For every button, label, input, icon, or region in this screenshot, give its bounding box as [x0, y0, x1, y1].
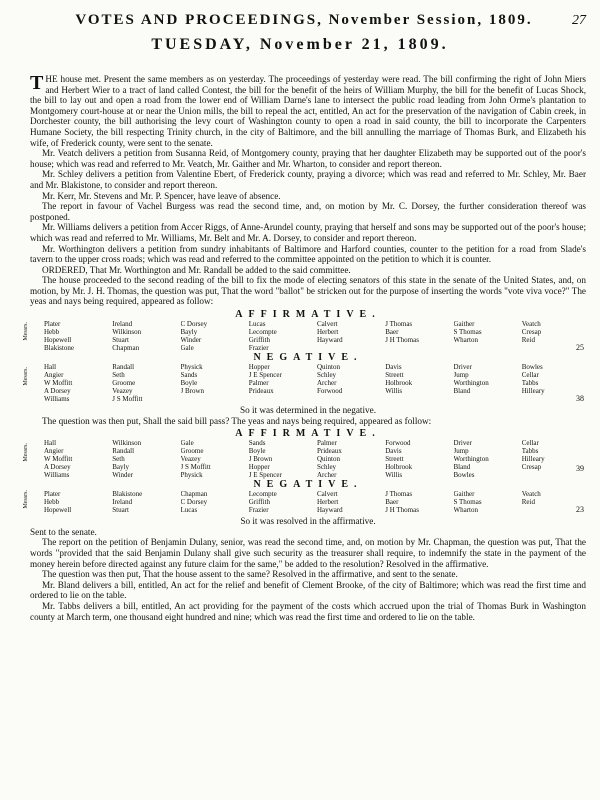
member-name: Quinton	[317, 363, 340, 372]
member-name: Veazey	[180, 455, 201, 464]
member-name: J Thomas	[385, 320, 413, 329]
member-name: Wharton	[453, 336, 478, 345]
paragraph: The report in favour of Vachel Burgess was read the second time, and, on motion by Mr. C. Dorsey, the further consideration thereof was postponed.	[30, 201, 586, 222]
name-column	[112, 320, 176, 352]
member-name: Stuart	[112, 506, 129, 515]
vote-table-2	[23, 428, 586, 515]
vote-result: So it was determined in the negative.	[240, 405, 376, 416]
member-name: Hilleary	[521, 455, 545, 464]
member-name: Bland	[453, 387, 471, 396]
member-name: Hall	[44, 439, 57, 448]
name-column	[181, 490, 245, 514]
member-name: Holbrook	[385, 379, 413, 388]
member-name: Williams	[44, 471, 70, 480]
member-name: Calvert	[317, 490, 338, 499]
member-name: Reid	[521, 498, 535, 507]
member-name: Palmer	[317, 439, 337, 448]
member-name: Schley	[317, 371, 337, 380]
name-column	[317, 363, 381, 403]
member-name: Palmer	[248, 379, 269, 388]
member-name: Boyle	[180, 379, 198, 388]
member-name: Veazey	[112, 387, 133, 396]
member-name: J Brown	[180, 387, 205, 396]
member-name: Seth	[112, 455, 125, 464]
member-name: A Dorsey	[44, 463, 71, 472]
member-name: Wilkinson	[112, 439, 142, 448]
member-name: Calvert	[317, 320, 338, 329]
member-name: Streett	[385, 371, 404, 380]
member-name: Prideaux	[317, 447, 342, 456]
name-column	[112, 363, 176, 403]
paragraph: Mr. Worthington delivers a petition from sundry inhabitants of Baltimore and Harford counties, counter to the petition for a road from Slade's tavern to the upper cross roads; which was read and referred to the committee appointed on the petition to which it is counter.	[30, 243, 586, 265]
vote1-affirmative-names	[44, 320, 586, 352]
member-name: Bland	[453, 463, 471, 472]
member-name: Driver	[453, 439, 472, 448]
member-name: Sands	[248, 439, 266, 448]
member-name: Archer	[317, 379, 337, 388]
member-name: W Moffitt	[44, 379, 73, 388]
name-column	[44, 363, 108, 403]
name-column	[385, 490, 449, 514]
day-heading: TUESDAY, November 21, 1809.	[151, 36, 449, 53]
paragraph-opening: THE house met. Present the same members as on yesterday. The proceedings of yesterday were read. The bill confirming the right of John Miers and Herbert Wier to a tract of land called Contest, the bill for the benefit of the heirs of William Murphy, the bill for the benefit of Lucas Shock, the bill to lay out and open a road from the lower end of William Darne's lane to intersect the public road leading from John Orme's plantation to Montgomery court-house at or near the Union mills, the bill to repeal the act, entitled, An act for the preservation of the navigation of Cabin creek, in Dorchester county, the bill authorising the levy court of Washington county to open a road in said county, the bill to incorporate the Carpenters Humane Society, the bill respecting Trinity church, in the city of Baltimore, and the bill annulling the marriage of Thomas Burk, and Elizabeth his wife, of Frederick county, were sent to the senate.	[30, 72, 586, 148]
paragraph: The question was then put, That the house assent to the same? Resolved in the affirmative, and sent to the senate.	[42, 569, 458, 580]
member-name: Tabbs	[521, 379, 539, 388]
name-column	[317, 490, 381, 514]
member-name: Griffith	[248, 336, 271, 345]
affirmative-heading: AFFIRMATIVE.	[235, 309, 381, 321]
member-name: Plater	[44, 490, 61, 499]
member-name: S Thomas	[453, 498, 482, 507]
member-name: Cresap	[521, 328, 542, 337]
affirmative-heading: AFFIRMATIVE.	[235, 428, 381, 440]
member-name: Herbert	[317, 328, 339, 337]
member-name: Hilleary	[521, 387, 545, 396]
paragraph: Mr. Williams delivers a petition from Accer Riggs, of Anne-Arundel county, praying that herself and sons may be supported out of the poor's house; which was read and referred to Mr. Williams, Mr. Belt and Mr. A. Dorsey, to consider and report thereon.	[30, 222, 587, 243]
name-column	[317, 320, 381, 352]
vote-result: So it was resolved in the affirmative.	[240, 516, 376, 527]
member-name: Groome	[180, 447, 204, 456]
member-name: Holbrook	[385, 463, 413, 472]
name-column	[454, 490, 518, 514]
member-name: J S Moffitt	[180, 463, 211, 472]
member-name: Hall	[44, 363, 57, 372]
member-name: A Dorsey	[44, 387, 71, 396]
messrs-label: Messrs.	[23, 367, 29, 386]
member-name: Archer	[317, 471, 337, 480]
name-column	[44, 320, 108, 352]
member-name: Driver	[453, 363, 472, 372]
member-name: Cellar	[521, 371, 539, 380]
negative-heading: NEGATIVE.	[253, 352, 363, 364]
member-name: Lucas	[180, 506, 198, 515]
member-name: Winder	[180, 336, 202, 345]
member-name: Hayward	[317, 336, 343, 345]
member-name: S Thomas	[453, 328, 482, 337]
messrs-label: Messrs.	[23, 322, 29, 341]
member-name: Winder	[112, 471, 133, 480]
member-name: Plater	[44, 320, 61, 329]
member-name: Davis	[385, 447, 402, 456]
member-name: Cellar	[521, 439, 539, 448]
name-column	[249, 320, 313, 352]
vote2-negative-names	[44, 490, 586, 514]
paragraph: Sent to the senate.	[30, 526, 97, 537]
member-name: Prideaux	[248, 387, 274, 396]
paragraph: Mr. Veatch delivers a petition from Susanna Reid, of Montgomery county, praying that her daughter Elizabeth may be supported out of the poor's house; which was read and referred to Mr. Veatch, Mr. Gaither and Mr. Wharton, to consider and report thereon.	[30, 148, 586, 169]
member-name: Frazier	[248, 506, 269, 515]
member-name: Physick	[180, 471, 203, 480]
paragraph: ORDERED, That Mr. Worthington and Mr. Randall be added to the said committee.	[42, 264, 351, 275]
messrs-label: Messrs.	[23, 443, 29, 462]
member-name: Forwood	[385, 439, 411, 448]
member-name: Willis	[385, 471, 403, 480]
member-name: Worthington	[453, 379, 489, 388]
member-name: Blakistone	[44, 344, 74, 353]
member-name: Hayward	[317, 506, 343, 515]
drop-cap: T	[30, 72, 44, 94]
member-name: Schley	[317, 463, 337, 472]
name-column	[112, 439, 176, 479]
name-column	[454, 439, 518, 479]
name-column	[181, 320, 245, 352]
member-name: Ireland	[112, 320, 133, 329]
member-name: Forwood	[317, 387, 343, 396]
member-name: Groome	[112, 379, 136, 388]
member-name: Hopewell	[44, 506, 72, 515]
member-name: Angier	[44, 447, 64, 456]
paragraph: The house proceeded to the second reading of the bill to fix the mode of electing senators of this state in the senate of the United States, and, on motion, by Mr. J. H. Thomas, the question was put, That the word "ballot" be stricken out for the purpose of inserting the words "vote viva voce?" The yeas and nays being required, appeared as follow:	[30, 275, 586, 307]
name-column	[249, 490, 313, 514]
member-name: Gaither	[453, 320, 475, 329]
member-name: Boyle	[248, 447, 266, 456]
member-name: Bayly	[180, 328, 198, 337]
name-column	[522, 439, 586, 479]
member-name: Frazier	[248, 344, 269, 353]
name-column	[385, 320, 449, 352]
name-column	[317, 439, 381, 479]
member-name: J Brown	[248, 455, 273, 464]
name-column	[249, 439, 313, 479]
name-column	[44, 439, 108, 479]
member-name: Seth	[112, 371, 125, 380]
member-name: Physick	[180, 363, 203, 372]
paragraph: Mr. Kerr, Mr. Stevens and Mr. P. Spencer, have leave of absence.	[42, 190, 281, 201]
member-name: Sands	[180, 371, 198, 380]
paragraph: Mr. Schley delivers a petition from Valentine Ebert, of Frederick county, praying a divorce; which was read and referred to Mr. Schley, Mr. Baer and Mr. Blakistone, to consider and report thereon.	[30, 169, 586, 190]
member-name: Randall	[112, 447, 135, 456]
member-name: Ireland	[112, 498, 133, 507]
paragraph: The report on the petition of Benjamin Dulany, senior, was read the second time, and, on motion by Mr. Chapman, the question was put, That the words "provided that the said Benjamin Dulany shall give such security as the treasurer shall require, to indemnify the state in the payment of the money herein before directed against any future claim for the same," be added to the resolution? Resolved in the affirmative.	[30, 537, 586, 569]
member-name: J S Moffitt	[112, 395, 143, 404]
negative-heading: NEGATIVE.	[253, 479, 363, 491]
member-name: Cresap	[521, 463, 542, 472]
member-name: W Moffitt	[44, 455, 73, 464]
member-name: Lecompte	[248, 328, 277, 337]
member-name: Jump	[453, 371, 469, 380]
member-name: Chapman	[112, 344, 140, 353]
tally-number: 23	[576, 505, 584, 515]
member-name: Streett	[385, 455, 404, 464]
member-name: Wharton	[453, 506, 478, 515]
tally-number: 38	[576, 394, 584, 404]
member-name: Herbert	[317, 498, 339, 507]
name-column	[385, 439, 449, 479]
member-name: Griffith	[248, 498, 271, 507]
member-name: Willis	[385, 387, 403, 396]
member-name: Davis	[385, 363, 402, 372]
member-name: Williams	[44, 395, 70, 404]
member-name: Veatch	[521, 490, 541, 499]
name-column	[249, 363, 313, 403]
member-name: Bayly	[112, 463, 129, 472]
tally-number: 39	[576, 464, 584, 474]
name-column	[181, 439, 245, 479]
document-body	[23, 72, 587, 622]
vote2-affirmative-names	[44, 439, 586, 479]
running-head: VOTES AND PROCEEDINGS, November Session, 1809.	[75, 12, 533, 28]
member-name: Worthington	[453, 455, 489, 464]
member-name: Quinton	[317, 455, 340, 464]
name-column	[385, 363, 449, 403]
member-name: Hopper	[248, 463, 270, 472]
member-name: Gale	[180, 439, 194, 448]
member-name: Baer	[385, 498, 399, 507]
member-name: Wilkinson	[112, 328, 142, 337]
messrs-label: Messrs.	[23, 490, 29, 509]
member-name: Baer	[385, 328, 399, 337]
member-name: J Thomas	[385, 490, 413, 499]
member-name: Lecompte	[248, 490, 277, 499]
member-name: Tabbs	[521, 447, 539, 456]
member-name: Bowles	[453, 471, 475, 480]
member-name: Hopewell	[44, 336, 72, 345]
paragraph: Mr. Tabbs delivers a bill, entitled, An act providing for the payment of the costs which accrued upon the trial of Thomas Burk in Washington county at March term, one thousand eight hundred and nine; which was read the first time and ordered to lie on the table.	[30, 601, 586, 622]
member-name: Lucas	[248, 320, 266, 329]
member-name: Gale	[180, 344, 194, 353]
name-column	[112, 490, 176, 514]
member-name: Bowles	[521, 363, 543, 372]
member-name: J E Spencer	[248, 471, 282, 480]
member-name: Angier	[44, 371, 64, 380]
name-column	[454, 320, 518, 352]
member-name: C Dorsey	[180, 498, 208, 507]
member-name: J H Thomas	[385, 336, 419, 345]
member-name: Veatch	[521, 320, 541, 329]
member-name: Reid	[521, 336, 535, 345]
paragraph: The question was then put, Shall the said bill pass? The yeas and nays being required, appeared as follow:	[42, 415, 432, 426]
tally-number: 25	[576, 343, 584, 353]
member-name: Chapman	[180, 490, 208, 499]
member-name: J E Spencer	[248, 371, 282, 380]
vote1-negative-names	[44, 363, 586, 403]
member-name: Gaither	[453, 490, 475, 499]
name-column	[454, 363, 518, 403]
vote-table-1	[23, 309, 586, 404]
member-name: Hopper	[248, 363, 270, 372]
name-column	[44, 490, 108, 514]
member-name: C Dorsey	[180, 320, 208, 329]
member-name: Stuart	[112, 336, 129, 345]
member-name: J H Thomas	[385, 506, 419, 515]
paragraph: Mr. Bland delivers a bill, entitled, An act for the relief and benefit of Clement Brooke, of the city of Baltimore; which was read the first time and ordered to lie on the table.	[30, 579, 586, 601]
page-number: 27	[572, 13, 586, 28]
member-name: Hebb	[44, 498, 60, 507]
member-name: Hebb	[44, 328, 60, 337]
name-column	[181, 363, 245, 403]
member-name: Randall	[112, 363, 135, 372]
member-name: Jump	[453, 447, 469, 456]
member-name: Blakistone	[112, 490, 143, 499]
